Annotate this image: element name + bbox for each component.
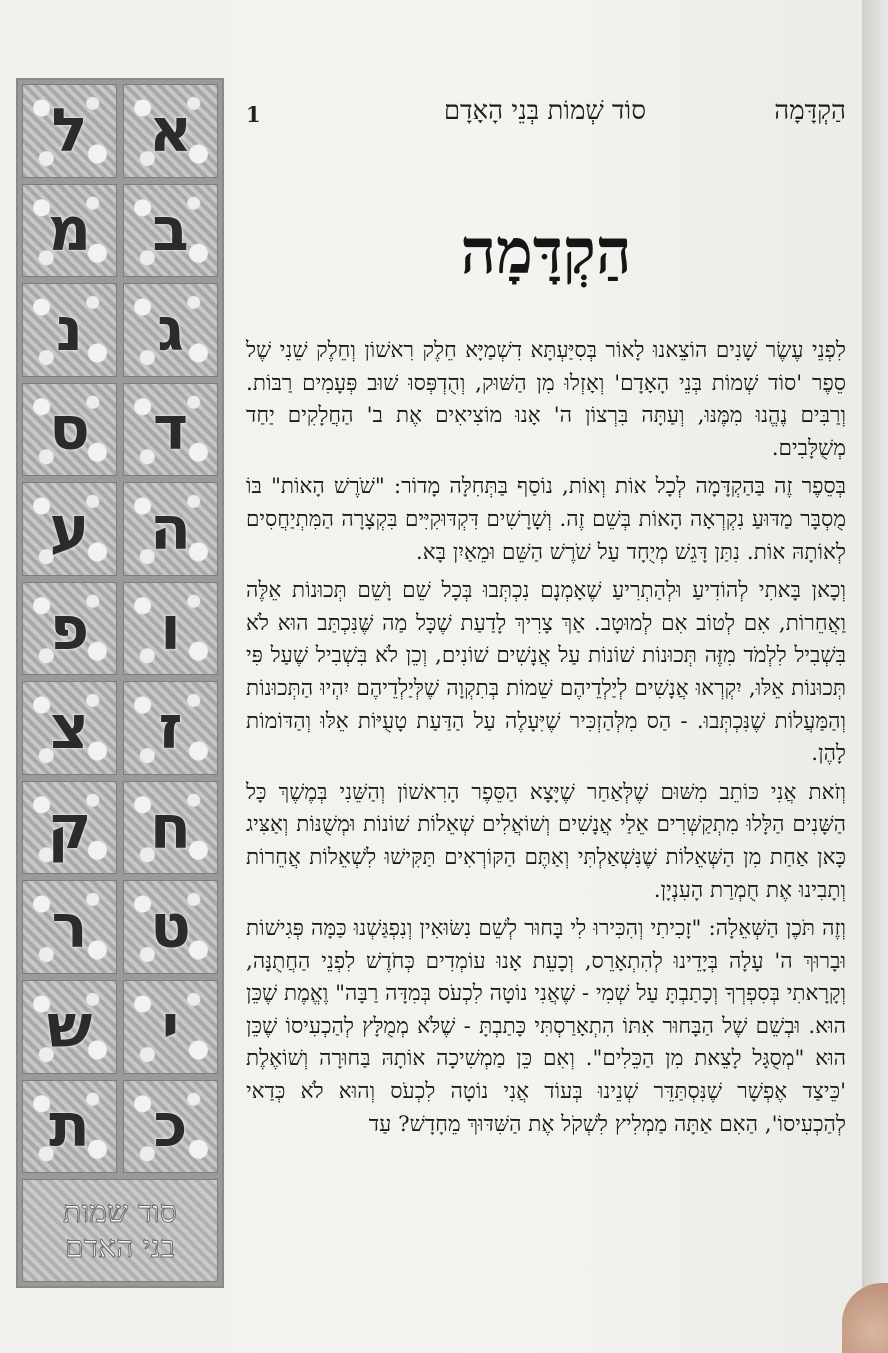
letter-glyph: ס bbox=[49, 394, 90, 465]
letter-glyph: ע bbox=[49, 493, 90, 564]
letter-strip-footer bbox=[22, 1179, 218, 1282]
letter-tile bbox=[123, 781, 218, 875]
letter-tile bbox=[22, 482, 117, 576]
letter-glyph: נ bbox=[55, 294, 84, 365]
letter-glyph: ק bbox=[47, 792, 92, 863]
chapter-title: הַקְדָּמָה bbox=[460, 215, 632, 288]
letter-tile bbox=[22, 781, 117, 875]
paragraph: וְזֶה תֹּכֶן הַשְּׁאֵלָה: "זָכִיתִי וְהִכִּירוּ לִי בָּחוּר לְשֵׁם נִשּׂוּאִין וְנִפְגַּשְׁנוּ כַּמָּה פְּגִישׁוֹת וּבָרוּךְ ה' עָלָה בְּיָדֵינוּ לְהִתְאָרֵס, וְכָעֵת אָנוּ עוֹמְדִים כְּחֹדֶשׁ לִפְנֵי הַחֲתֻנָּה, וְקָרָאתִי בְּסִפְרְךָ וְכָתַבְתָּ עַל שְׁמִי - שֶׁאֲנִי נוֹטָה לִכְעֹס בְּמִדָּה רַבָּה" וֶאֱמֶת שֶׁכֵּן הוּא. וּבְשֵׁם שֶׁל הַבָּחוּר אִתּוֹ הִתְאָרַסְתִּי כָּתַבְתָּ - שֶׁלֹּא מְמֻלָּץ לְהַכְעִיסוֹ שֶׁכֵּן הוּא "מְסֻגָּל לָצֵאת מִן הַכֵּלִים". וְאִם כֵּן מַמְשִׁיכָה אוֹתָהּ בַּחוּרָה וְשׁוֹאֶלֶת 'כֵּיצַד אֶפְשָׁר שֶׁנִּסְתַּדֵּר שְׁנֵינוּ בְּעוֹד אֲנִי נוֹטָה לִכְעֹס וְהוּא לֹא כְּדַאי לְהַכְעִיסוֹ', הַאִם אַתָּה מַמְלִיץ לִשְׁקֹל אֶת הַשִּׁדּוּךְ מֵחָדָשׁ? עַד bbox=[246, 916, 846, 1137]
letter-glyph: א bbox=[148, 95, 193, 166]
letter-glyph: ג bbox=[157, 294, 184, 365]
letter-tile bbox=[123, 84, 218, 178]
letter-glyph: ב bbox=[152, 195, 189, 266]
letter-glyph: י bbox=[161, 991, 180, 1062]
letter-tile bbox=[22, 184, 117, 278]
footer-text: סוד שמות bbox=[63, 1195, 177, 1231]
letter-tile bbox=[22, 383, 117, 477]
letter-glyph: ח bbox=[149, 792, 192, 863]
letter-tile bbox=[123, 1080, 218, 1174]
letter-tile bbox=[123, 880, 218, 974]
letter-glyph: צ bbox=[49, 693, 90, 764]
letter-glyph: ש bbox=[46, 991, 93, 1062]
letter-tile bbox=[22, 880, 117, 974]
header-section-title: הַקְדָּמָה bbox=[774, 96, 846, 126]
letter-glyph: ד bbox=[152, 394, 189, 465]
paragraph: וְכָאן בָּאתִי לְהוֹדִיעַ וּלְהַתְרִיעַ שֶׁאָמְנָם נִכְתְּבוּ בְּכָל שֵׁם וָשֵׁם תְּכוּנוֹת אֵלֶּה וַאֲחֵרוֹת, אִם לְטוֹב אִם לְמוּטָב. אַךְ צָרִיךְ לָדַעַת שֶׁכָּל מַה שֶּׁנִּכְתַּב הוּא לֹא בִּשְׁבִיל לִלְמֹד מִזֶּה תְּכוּנוֹת שׁוֹנוֹת עַל אֲנָשִׁים שׁוֹנִים, וְכֵן לֹא בִּשְׁבִיל שֶׁעַל פִּי תְּכוּנוֹת אֵלּוּ, יִקְרְאוּ אֲנָשִׁים לְיַלְדֵיהֶם שֵׁמוֹת בְּתִקְוָה שֶׁלְּיַלְדֵיהֶם יִהְיוּ הַתְּכוּנוֹת וְהַמַּעֲלוֹת שֶׁנִּכְתְּבוּ. - הַס מִלְּהַזְכִּיר שֶׁיִּעָלֶה עַל הַדַּעַת טָעֻיּוֹת אֵלּוּ וְהַדּוֹמוֹת לָהֶן. bbox=[246, 578, 846, 767]
letter-tile bbox=[22, 1080, 117, 1174]
letter-tile bbox=[123, 482, 218, 576]
paragraph: בְּסֵפֶר זֶה בַּהַקְדָּמָה לְכָל אוֹת וְאוֹת, נוֹסַף בַּתְּחִלָּה מָדוֹר: "שֹׁרֶשׁ הָאוֹת" בּוֹ מֻסְבָּר מַדּוּעַ נִקְרְאָה הָאוֹת בְּשֵׁם זֶה. וְשָׁרָשִׁים דִּקְדּוּקִיִּים בִּקְצָרָה הַמִּתְיַחֲסִים לְאוֹתָהּ אוֹת. נִתַּן דָּגֵשׁ מְיֻחָד עַל שֹׁרֶשׁ הַשֵּׁם וּמֵאַיִן בָּא. bbox=[246, 474, 846, 565]
page-number: 1 bbox=[246, 102, 261, 127]
letter-glyph: ט bbox=[150, 892, 191, 963]
letter-tile bbox=[123, 582, 218, 676]
letter-glyph: ל bbox=[51, 95, 88, 166]
letter-glyph: ז bbox=[158, 693, 183, 764]
body-text bbox=[246, 335, 846, 1147]
letter-glyph: מ bbox=[47, 195, 92, 266]
letter-tile bbox=[123, 681, 218, 775]
letter-glyph: ת bbox=[49, 1091, 90, 1162]
letter-tile bbox=[22, 283, 117, 377]
letter-tile bbox=[123, 980, 218, 1074]
letter-tile bbox=[123, 383, 218, 477]
letter-tile bbox=[123, 283, 218, 377]
running-header bbox=[246, 92, 846, 132]
header-book-title: סוֹד שְׁמוֹת בְּנֵי הָאָדָם bbox=[443, 96, 646, 126]
page-edge bbox=[862, 0, 888, 1353]
letter-tile bbox=[22, 582, 117, 676]
letter-tile bbox=[22, 681, 117, 775]
footer-text: בני האדם bbox=[64, 1229, 176, 1265]
letter-glyph: ה bbox=[149, 493, 192, 564]
hebrew-letter-strip bbox=[16, 78, 224, 1288]
letter-tile bbox=[22, 84, 117, 178]
paragraph: וְזֹאת אֲנִי כּוֹתֵב מִשּׁוּם שֶׁלְּאַחַר שֶׁיָּצָא הַסֵּפֶר הָרִאשׁוֹן וְהַשֵּׁנִי בְּמֶשֶׁךְ כָּל הַשָּׁנִים הַלָּלוּ מִתְקַשְּׁרִים אֵלַי אֲנָשִׁים וְשׁוֹאֲלִים שְׁאֵלוֹת שׁוֹנוֹת וּמְשֻׁנּוֹת וְאַצִּיג כָּאן אַחַת מִן הַשְּׁאֵלוֹת שֶׁנִּשְׁאַלְתִּי וְאַתֶּם הַקּוֹרְאִים תַּקִּישׁוּ לִשְׁאֵלוֹת אֲחֵרוֹת וְתָבִינוּ אֶת חֻמְרַת הָעִנְיָן. bbox=[246, 779, 846, 903]
letter-tile bbox=[22, 980, 117, 1074]
letter-glyph: ו bbox=[160, 593, 181, 664]
letter-glyph: כ bbox=[153, 1091, 188, 1162]
paragraph: לִפְנֵי עֶשֶׂר שָׁנִים הוֹצֵאנוּ לָאוֹר בְּסִיַּעְתָּא דִשְׁמַיָּא חֵלֶק רִאשׁוֹן וְחֵלֶק שֵׁנִי שֶׁל סֵפֶר 'סוֹד שְׁמוֹת בְּנֵי הָאָדָם' וְאָזְלוּ מִן הַשּׁוּק, וְהֻדְפְּסוּ שׁוּב פְּעָמִים רַבּוֹת. וְרַבִּים נֶהֱנוּ מִמֶּנּוּ, וְעַתָּה בִּרְצוֹן ה' אָנוּ מוֹצִיאִים אֶת ב' הַחֲלָקִים יַחַד מְשֻׁלָּבִים. bbox=[246, 338, 846, 461]
letter-glyph: פ bbox=[49, 593, 90, 664]
letter-tile bbox=[123, 184, 218, 278]
letter-glyph: ר bbox=[51, 892, 88, 963]
